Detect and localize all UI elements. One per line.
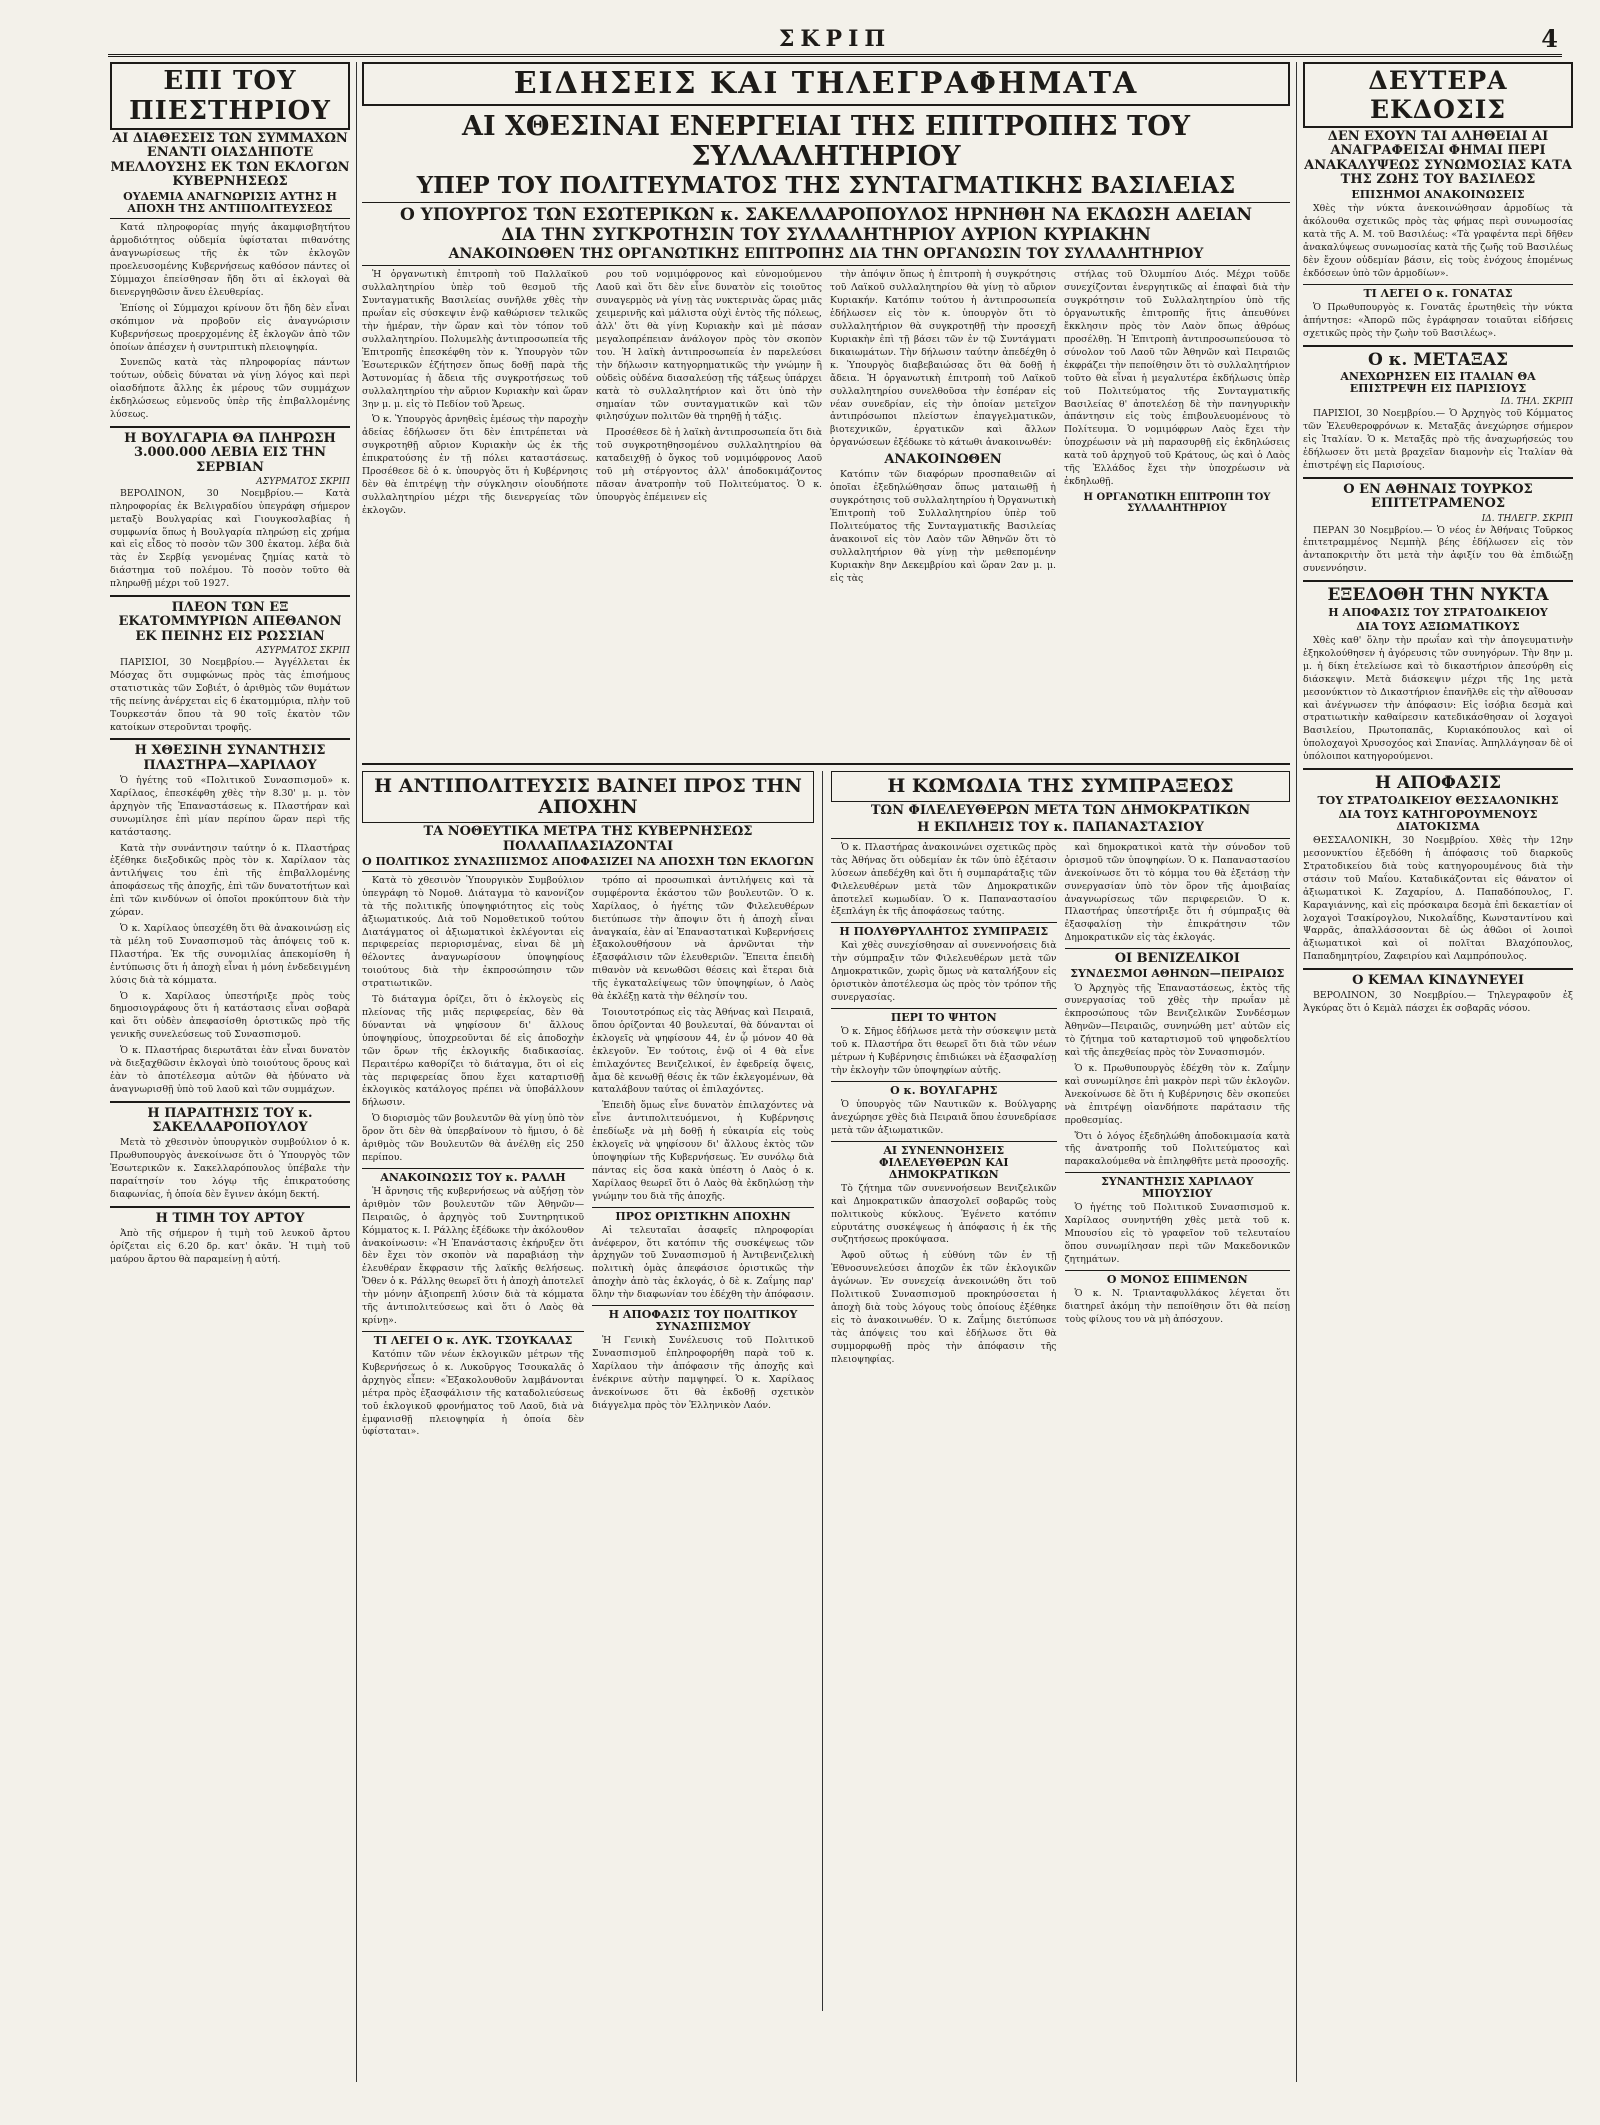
decision-sub2: ΔΙΑ ΤΟΥΣ ΚΑΤΗΓΟΡΟΥΜΕΝΟΥΣ ΔΙΑΤΟΚΙΣΜΑ — [1338, 807, 1538, 833]
turkish-envoy-text: ΠΕΡΑΝ 30 Νοεμβρίου.— Ὁ νέος ἐν Ἀθήναις Τοῦρκος ἐπιτετραμμένος Νεμπὴλ βέης ἐδήλωσεν εἰς τὸν ἀνταποκριτὴν ὅτι μετὰ τὴν ἀφιξίν του θὰ ἐπιδιώξῃ συνεννόησιν. — [1303, 524, 1573, 575]
second-edition-title: ΔΕΥΤΕΡΑ ΕΚΔΟΣΙΣ — [1303, 62, 1573, 128]
comedy-text: Ὁ κ. Πλαστήρας ἀνακοινώνει σχετικῶς πρὸς τὰς Ἀθήνας ὅτι οὐδεμίαν ἐκ τῶν ὑπὸ ἐξέτασιν λύσεων ἀπεδέχθη καὶ ὅτι ἡ συμπαράταξις τῶν Φιλελευθέρων μετὰ τῶν Δημοκρατικῶν ἀποτελεῖ κωμωδίαν. Ὁ κ. Παπαναστασίου ἐξεπλάγη ἐκ τῆς ἀποφάσεως ταύτης. — [831, 841, 1057, 918]
plastiras-text: Κατὰ τὴν συνάντησιν ταύτην ὁ κ. Πλαστήρας ἐξέθηκε διεξοδικῶς πρὸς τὸν κ. Χαρίλαον τὰς ἀντιλήψεις του ἐπὶ τῆς ἐπιβαλλομένης ἀποφάσεως τῆς ἀποχῆς, ἐπὶ τῶν δυνατοτήτων καὶ ἐπὶ τῶν κινδύνων οἱ ὁποῖοι προκύπτουν διὰ τὴν χώραν. — [110, 842, 350, 919]
conspiracy-headline: ΔΕΝ ΕΧΟΥΝ ΤΑΙ ΑΛΗΘΕΙΑΙ ΑΙ ΑΝΑΓΡΑΦΕΙΣΑΙ ΦΗΜΑΙ ΠΕΡΙ ΑΝΑΚΑΛΥΨΕΩΣ ΣΥΝΩΜΟΣΙΑΣ ΚΑΤΑ ΤΗΣ ΖΩΗΣ ΤΟΥ ΒΑΣΙΛΕΩΣ — [1304, 129, 1572, 187]
rally-text: Ὁ κ. Ὑπουργὸς ἀρνηθεὶς ἐμέσως τὴν παροχὴν ἀδείας ἐδήλωσεν ὅτι δὲν ἐπιτρέπεται νὰ συγκροτηθῇ αὔριον Κυριακὴν ὡς ἐκ τῆς ἐπικρατούσης ἐν τῇ πόλει καταστάσεως. Προσέθεσε δὲ ὁ κ. ὑπουργὸς ὅτι ἡ Κυβέρνησις δὲν θὰ ἐπιτρέψῃ τὴν σύγκλησιν οἱουδήποτε συλλαλητηρίου μέχρι τῆς διενεργείας τῶν ἐκλογῶν. — [362, 414, 588, 516]
venizelists-sub: ΣΥΝΔΕΣΜΟΙ ΑΘΗΝΩΝ—ΠΕΙΡΑΙΩΣ — [1070, 967, 1285, 981]
news-banner-text: ΕΙΔΗΣΕΙΣ ΚΑΙ ΤΗΛΕΓΡΑΦΗΜΑΤΑ — [513, 66, 1139, 101]
metaxas-text: ΠΑΡΙΣΙΟΙ, 30 Νοεμβρίου.— Ὁ Ἀρχηγὸς τοῦ Κόμματος τῶν Ἐλευθεροφρόνων κ. Μεταξᾶς ἀνεχώρησε σήμερον εἰς Ἰταλίαν. Ὁ κ. Μεταξᾶς πρὸ τῆς ἀναχωρήσεώς του ἐδήλωσεν ὅτι μετὰ βραχεῖαν διαμονὴν εἰς Ἰταλίαν θὰ ἐπιστρέψῃ εἰς Παρισίους. — [1303, 408, 1573, 472]
venizelists-text: Ὅτι ὁ λόγος ἐξεδηλώθη ἀποδοκιμασία κατὰ τῆς ἀνατροπῆς τοῦ Πολιτεύματος καὶ παρακαλούμεθα νὰ ἐπιληφθῆτε μετὰ προσοχῆς. — [1064, 1130, 1290, 1168]
deck-line: ΑΝΑΚΟΙΝΩΘΕΝ ΤΗΣ ΟΡΓΑΝΩΤΙΚΗΣ ΕΠΙΤΡΟΠΗΣ ΔΙΑ ΤΗΝ ΟΡΓΑΝΩΣΙΝ ΤΟΥ ΣΥΛΛΑΛΗΤΗΡΙΟΥ — [448, 246, 1204, 263]
rally-text: ρου τοῦ νομιμόφρονος καὶ εὐνομούμενου Λαοῦ καὶ ὅτι δὲν εἶνε δυνατὸν εἰς τοιοῦτος συναγερμὸς νὰ γίνῃ τὰς νυκτερινὰς ὥρας μιᾶς χειμερινῆς καὶ μάλιστα οὐχὶ ἐντὸς τῆς πόλεως, ἀλλ' ὅτι θὰ γίνῃ Κυριακὴν καὶ μὲ πάσαν μεγαλοπρέπειαν ἀνάλογον πρὸς τὸν σκοπὸν του. Ἡ λαϊκὴ ἀντιπροσωπεία ἐν παρελεύσει τὴν δήλωσιν κατηγορηματικῶς τὴν γνώμην ἢ οὐδεὶς οὐδένα διασαλεύσῃ τῆς τάξεως ὑπάρχει κατὰ τὸ συλλαλητήριον καὶ ὅτι ὑπὸ τὴν σημαίαν τῶν συνταγματικῶν καὶ τῶν φιλησύχων πολιτῶν θὰ τηρηθῇ ἡ τάξις. — [596, 269, 822, 423]
talks-text: Ἀφοῦ οὕτως ἡ εὐθύνη τῶν ἐν τῇ Ἐθνοσυνελεύσει ἀποχῶν ἐκ τῶν ἐκλογικῶν ἀγώνων. Ἐν συνεχείᾳ ἀνεκοινώθη ὅτι τοῦ Πολιτικοῦ Συνασπισμοῦ προκηρύσσεται ἡ ἀποχὴ διὰ τοὺς λόγους τοὺς ὁποίους ἐξέθηκε εἰς τὸ ἀνακοινωθέν. Ὁ κ. Ζαΐμης διετύπωσε τὰς ἀπόψεις του καὶ ἐδήλωσε ὅτι θὰ συμμορφωθῇ πρὸς τὴν ἀπόφασιν τῆς πλειοψηφίας. — [831, 1250, 1057, 1365]
resignation-headline: Η ΠΑΡΑΙΤΗΣΙΣ ΤΟΥ κ. ΣΑΚΕΛΛΑΡΟΠΟΥΛΟΥ — [147, 1105, 313, 1136]
russia-headline: ΠΛΕΟΝ ΤΩΝ ΕΞ ΕΚΑΤΟΜΜΥΡΙΩΝ ΑΠΕΘΑΝΟΝ ΕΚ ΠΕΙΝΗΣ ΕΙΣ ΡΩΣΣΙΑΝ — [118, 600, 342, 644]
metaxas-sub: ΑΝΕΧΩΡΗΣΕΝ ΕΙΣ ΙΤΑΛΙΑΝ ΘΑ ΕΠΙΣΤΡΕΨΗ ΕΙΣ ΠΑΡΙΣΙΟΥΣ — [1340, 370, 1536, 396]
main-headline-2: ΥΠΕΡ ΤΟΥ ΠΟΛΙΤΕΥΜΑΤΟΣ ΤΗΣ ΣΥΝΤΑΓΜΑΤΙΚΗΣ ΒΑΣΙΛΕΙΑΣ — [416, 172, 1236, 200]
opposition-text: Τὸ διάταγμα ὁρίζει, ὅτι ὁ ἐκλογεὺς εἰς πλείονας τῆς μιᾶς περιφερείας, δὲν θὰ δύνανται νὰ ψηφίσουν δι' ἄλλους ὑποψηφίους, ὑποχρεοῦνται δέ εἰς ἀποδοχὴν τῶν ὅρων τῆς ἐκλογικῆς διαδικασίας. Περαιτέρω καθορίζει τὸ διάταγμα, ὅτι οἱ εἰς τὰς περιφερείας ὅπου ἔχει καταρτισθῇ ἐκλογικὸς κατάλογος πρέπει νὰ ὑποβάλλουν δήλωσιν. — [362, 994, 584, 1109]
metaxas-headline: Ο κ. ΜΕΤΑΞΑΣ — [1367, 349, 1509, 370]
bread-price-headline: Η ΤΙΜΗ ΤΟΥ ΑΡΤΟΥ — [155, 1210, 305, 1226]
rallis-headline: ΑΝΑΚΟΙΝΩΣΙΣ ΤΟΥ κ. ΡΑΛΛΗ — [380, 1170, 566, 1184]
opposition-text: Κατὰ τὸ χθεσινὸν Ὑπουργικὸν Συμβούλιον ὑπεγράφη τὸ Νομοθ. Διάταγμα τὸ κανονίζον τὰ τῆς πολιτικῆς ὑποψηφιότητος εἰς τοὺς ἀξιωματικούς. Διὰ τοῦ Νομοθετικοῦ τούτου Διατάγματος οἱ ἀξιωματικοὶ ἐκλέγονται εἰς περιφερείας περιορισμένας, εἰναι δὲ μὴ θέλοντες ἀναγνωρίσουν ὑποψηφίους τοιούτους διὰ τὴν ἐκπροσώπησιν τῶν στρατιωτικῶν. — [362, 874, 584, 990]
abstention-text: Αἱ τελευταῖαι ἀσαφεῖς πληροφορίαι ἀνέφερον, ὅτι κατόπιν τῆς συσκέψεως τῶν ἀρχηγῶν τοῦ Συνασπισμοῦ ἡ Ἀντιβενιζελικὴ πολιτικὴ ὁμὰς ἀπεφάσισε ὁριστικῶς τὴν ἀποχὴν ἀπὸ τὰς ἐκλογάς, ὁ δὲ κ. Ζαΐμης παρ' ὅλην τὴν διαφωνίαν του ἐδέχθη τὴν ἀπόφασιν. — [592, 1224, 814, 1301]
gonatas-headline: ΤΙ ΛΕΓΕΙ Ο κ. ΓΟΝΑΤΑΣ — [1363, 286, 1513, 300]
cooperation-headline: Η ΠΟΛΥΘΡΥΛΛΗΤΟΣ ΣΥΜΠΡΑΞΙΣ — [839, 925, 1049, 939]
opposition-text: Ἐπειδὴ ὅμως εἶνε δυνατὸν ἐπιλαχόντες νὰ εἶνε ἀντιπολιτευόμενοι, ἡ Κυβέρνησις ἐπεδίωξε νὰ μὴ δοθῇ ἡ εὐκαιρία εἰς τοὺς ἐκλογεῖς νὰ ψηφίσουν δι' ἄλλους ἐκτὸς τῶν ὑποψηφίων τῆς Κυβερνήσεως. Ἐν συνόλῳ διὰ πάντας εἰς ὅσα κακὰ ὑπέστη ὁ Λαὸς ὁ κ. Χαρίλαος θεωρεῖ ὅτι ὁ Λαὸς θὰ ἐκδηλώσῃ τὴν γνώμην του διὰ τῆς ἀποχῆς. — [592, 1100, 814, 1202]
opposition-article — [362, 771, 823, 2011]
opposition-sub: ΤΑ ΝΟΘΕΥΤΙΚΑ ΜΕΤΡΑ ΤΗΣ ΚΥΒΕΡΝΗΣΕΩΣ ΠΟΛΛΑΠΛΑΣΙΑΖΟΝΤΑΙ — [423, 824, 753, 854]
left-title: ΕΠΙ ΤΟΥ ΠΙΕΣΤΗΡΙΟΥ — [110, 62, 350, 130]
comedy-article — [831, 771, 1290, 2011]
opposition-sub2: Ο ΠΟΛΙΤΙΚΟΣ ΣΥΝΑΣΠΙΣΜΟΣ ΑΠΟΦΑΣΙΖΕΙ ΝΑ ΑΠΟΣΧΗ ΤΩΝ ΕΚΛΟΓΩΝ — [362, 854, 814, 868]
opposition-text: Τοιουτοτρόπως εἰς τὰς Ἀθήνας καὶ Πειραιᾶ, ὅπου ὁρίζονται 40 βουλευταί, θὰ δύνανται οἱ ἐκλογεῖς νὰ ψηφίσουν 44, ἐν ᾧ μόνον 40 θὰ ἐκλεγοῦν. Ἐν τούτοις, ἐνῷ οἱ 4 θὰ εἶνε ἐπιλαχόντες Βενιζελικοί, ἐν ἐφεδρείᾳ ὄψεις, ἄμα δὲ κενωθῇ θέσις ἐκ τῶν ἐκλεγομένων, θὰ καταλάβουν ταύτας οἱ ἐπιλαχόντες. — [592, 1006, 814, 1096]
dateline: ΙΔ. ΤΗΛΕΓΡ. ΣΚΡΙΠ — [1481, 513, 1573, 524]
official-announcements: ΕΠΙΣΗΜΟΙ ΑΝΑΚΟΙΝΩΣΕΙΣ — [1351, 188, 1525, 202]
tsoukalas-text: Κατόπιν τῶν νέων ἐκλογικῶν μέτρων τῆς Κυβερνήσεως ὁ κ. Λυκοῦργος Τσουκαλᾶς ὁ ἀρχηγὸς εἶπεν: «Ἐξακολουθοῦν λαμβάνονται μέτρα πρὸς ἐξασφάλισιν τῆς καταδολιεύσεως τοῦ ἐκλογικοῦ φρονήματος τοῦ Λαοῦ, διὰ νὰ ἐμφανισθῇ πλειοψηφία ἡ ὁποία δὲν ὑφίσταται». — [362, 1349, 584, 1438]
kemal-text: ΒΕΡΟΛΙΝΟΝ, 30 Νοεμβρίου.— Τηλεγραφοῦν ἐξ Ἀγκύρας ὅτι ὁ Κεμὰλ πάσχει ἐκ σοβαρᾶς νόσου. — [1303, 990, 1573, 1015]
comedy-sub: ΤΩΝ ΦΙΛΕΛΕΥΘΕΡΩΝ ΜΕΤΑ ΤΩΝ ΔΗΜΟΚΡΑΤΙΚΩΝ — [870, 803, 1251, 819]
meeting-text: Ὁ ἡγέτης τοῦ Πολιτικοῦ Συνασπισμοῦ κ. Χαρίλαος συνηντήθη χθὲς μετὰ τοῦ κ. Μπουσίου εἰς τὸ γραφεῖον τοῦ τελευταίου ὅπου συνωμίλησαν περὶ τῶν Μακεδονικῶν ζητημάτων. — [1064, 1202, 1290, 1266]
coalition-decision-headline: Η ΑΠΟΦΑΣΙΣ ΤΟΥ ΠΟΛΙΤΙΚΟΥ ΣΥΝΑΣΠΙΣΜΟΥ — [608, 1308, 798, 1334]
verdict-text: Χθὲς καθ' ὅλην τὴν πρωΐαν καὶ τὴν ἀπογευματινὴν ἐξηκολούθησεν ἡ ἀγόρευσις τῶν συνηγόρων. Τὴν 8ην μ. μ. ἡ δίκη ἐτελείωσε καὶ τὸ δικαστήριον ἀπεσύρθη εἰς διάσκεψιν. Μετὰ διάσκεψιν μέχρι τῆς 1ης μετὰ μεσονύκτιον τὸ Δικαστήριον ἐπανῆλθε εἰς τὴν αἴθουσαν καὶ ἀνέγνωσεν τὴν ἀπόφασιν: Εἰς ἰσόβια δεσμὰ καὶ στρατιωτικὴν καθαίρεσιν κατεδικάσθησαν οἱ λοχαγοὶ Βασιλείου, Πρωτοπαπᾶς, Κυριακόπουλος καὶ οἱ ὑπολοχαγοὶ Χρυσοχόος καὶ Σπανίας. Ἀπηλλάγησαν δὲ οἱ ὑπόλοιποι κατηγορούμενοι. — [1303, 635, 1573, 763]
decision-text: ΘΕΣΣΑΛΟΝΙΚΗ, 30 Νοεμβρίου. Χθὲς τὴν 12ην μεσονυκτίου ἐξεδόθη ἡ ἀπόφασις τοῦ διαρκοῦς Στρατοδικείου διὰ τοὺς κατηγορουμένους διὰ τὴν στάσιν τοῦ Μαΐου. Καταδικάζονται εἰς θάνατον οἱ ἀξιωματικοὶ Κ. Ζαχαρίου, Δ. Παπαδόπουλος, Γ. Καραγιάννης, καὶ εἰς πρόσκαιρα δεσμὰ ἐπὶ δεκαετίαν οἱ λοχαγοὶ Τσακίρογλου, Νικολαΐδης, Κωνσταντίνου καὶ Ψαρρᾶς, ἀπαλλάσσονται δὲ ὡς ἀθῶοι οἱ λοιποὶ ἀξιωματικοὶ καὶ οἱ πολῖται Βλαχόπουλος, Παπαδημητρίου, Ζαφειρίου καὶ Λαμπρόπουλος. — [1303, 835, 1573, 963]
psito-headline: ΠΕΡΙ ΤΟ ΨΗΤΟΝ — [890, 1010, 997, 1024]
plastiras-text: Ὁ κ. Πλαστήρας διερωτᾶται ἐὰν εἶναι δυνατὸν νὰ διεξαχθῶσιν ἐκλογαὶ ὑπὸ τοιούτους ὅρους καὶ ἐὰν τὸ ἀποτέλεσμα αὐτῶν θὰ ἠδύνατο νὰ ἀναγνωρισθῇ ὑπὸ τοῦ λαοῦ καὶ τῶν συμμάχων. — [110, 1045, 350, 1095]
conspiracy-text: Χθὲς τὴν νύκτα ἀνεκοινώθησαν ἀρμοδίως τὰ ἀκόλουθα σχετικῶς πρὸς τὰς φήμας περὶ συνωμοσίας κατὰ τῆς Α. Μ. τοῦ Βασιλέως: «Τὰ γραφέντα περὶ δῆθεν ἀνακαλύψεως συνωμοσίας κατὰ τῆς ζωῆς τοῦ Βασιλέως δὲν ἔχουν οὐδεμίαν βάσιν, εἰς τοὺς ἐνόχους ἑπομένως ἐκδόσεων ὑπὸ τῶν ἀρμοδίων». — [1303, 203, 1573, 279]
meeting-headline: ΣΥΝΑΝΤΗΣΙΣ ΧΑΡΙΛΑΟΥ ΜΠΟΥΣΙΟΥ — [1101, 1175, 1254, 1201]
resignation-text: Μετὰ τὸ χθεσινὸν ὑπουργικὸν συμβούλιον ὁ κ. Πρωθυπουργὸς ἀνεκοίνωσε ὅτι ὁ Ὑπουργὸς τῶν Ἐσωτερικῶν κ. Σακελλαρόπουλος ὑπέβαλε τὴν παραίτησίν του λόγῳ τῆς ἐπικρατούσης διαφωνίας, ἡ ὁποία δὲν ἔγινεν ἀκόμη δεκτή. — [110, 1137, 350, 1200]
bread-price-text: Ἀπὸ τῆς σήμερον ἡ τιμὴ τοῦ λευκοῦ ἄρτου ὁρίζεται εἰς 6.20 δρ. κατ' ὀκᾶν. Ἡ τιμὴ τοῦ μαύρου ἄρτου θὰ παραμείνῃ ἡ αὐτή. — [110, 1228, 350, 1266]
page-number: 4 — [1541, 24, 1558, 53]
dateline: ΑΣΥΡΜΑΤΟΣ ΣΚΡΙΠ — [256, 646, 350, 656]
left-paragraph: Ἐπίσης οἱ Σύμμαχοι κρίνουν ὅτι ἤδη δὲν εἶναι σκόπιμον νὰ προβοῦν εἰς ἀναγνώρισιν Κυβερνήσεως προερχομένης ἐξ ἐκλογῶν ἀπὸ τῶν ὁποίων ἀπέσχεν ἡ συντριπτικὴ πλειοψηφία. — [110, 302, 350, 353]
comedy-text: καὶ δημοκρατικοὶ κατὰ τὴν σύνοδον τοῦ ὁρισμοῦ τῶν ὑποψηφίων. Ὁ κ. Παπαναστασίου ἀνεκοίνωσε ὅτι τὸ κόμμα του θὰ ἐξετάσῃ τὴν συνεργασίαν ὑπὸ τὸν ὅρον τῆς ἀμοιβαίας ἀναγνωρίσεως τῶν περιφερειῶν. Ὁ κ. Πλαστήρας ὑπεστήριξε ὅτι ἡ σύμπραξις θὰ ἐξασφαλίσῃ τὴν ἐπικράτησιν τῶν Δημοκρατικῶν εἰς τὰς ἐκλογάς. — [1064, 841, 1290, 944]
comedy-headline: Η ΚΩΜΩΔΙΑ ΤΗΣ ΣΥΜΠΡΑΞΕΩΣ — [887, 775, 1234, 798]
rally-text: Ἡ ὀργανωτικὴ ἐπιτροπὴ τοῦ Παλλαϊκοῦ συλλαλητηρίου ὑπὲρ τοῦ θεσμοῦ τῆς Συνταγματικῆς Βασιλείας συνῆλθε χθὲς τὴν πρωΐαν εἰς σύσκεψιν ἐνῷ καθώρισεν τελικῶς τὴν ἡμέραν, τὴν ὥραν καὶ τὸν τόπον τοῦ συλλαλητηρίου. Πολυμελὴς ἀντιπροσωπεία τῆς Ἐπιτροπῆς ἐπεσκέφθη τὸν κ. Ὑπουργὸν τῶν Ἐσωτερικῶν ἐζήτησεν ὅπως δοθῇ παρὰ τῆς Ἀστυνομίας ἡ ἄδεια τῆς συγκροτήσεως τοῦ συλλαλητηρίου τὴν αὔριον Κυριακὴν καὶ ὥραν 3ην μ. μ. εἰς τὸ Πεδίον τοῦ Ἄρεως. — [362, 269, 588, 410]
rally-article — [362, 269, 1290, 759]
venizelists-headline: ΟΙ ΒΕΝΙΖΕΛΙΚΟΙ — [1114, 951, 1240, 967]
plastiras-text: Ὁ κ. Χαρίλαος ὑπεσχέθη ὅτι θὰ ἀνακοινώσῃ εἰς τὰ μέλη τοῦ Συνασπισμοῦ τὰς ἀπόψεις τοῦ κ. Πλαστήρα. Ἐκ τῆς συνομιλίας ἀπεκομίσθη ἡ ἐντύπωσις ὅτι ἡ ἀποχὴ εἶναι ἡ μόνη ἐνδεδειγμένη λύσις διὰ τὰ κόμματα. — [110, 923, 350, 986]
rallis-text: Ἡ ἄρνησις τῆς κυβερνήσεως νὰ αὐξήσῃ τὸν ἀριθμὸν τῶν βουλευτῶν τῶν Ἀθηνῶν—Πειραιῶς, ὁ ἀρχηγὸς τοῦ Συντηρητικοῦ Κόμματος κ. Ι. Ράλλης ἐξέδωκε τὴν ἀκόλουθον ἀνακοίνωσιν: «Ἡ Ἐπανάστασις ἐκήρυξεν ὅτι δὲν ἔχει τὸν σκοπὸν νὰ παραβιάσῃ τὴν ἐλευθέραν ἔκφρασιν τῆς λαϊκῆς θελήσεως. Ὅθεν ὁ κ. Ράλλης θεωρεῖ ὅτι ἡ ἀποχὴ ἀποτελεῖ τὴν μόνην ἀξιοπρεπῆ λύσιν διὰ τὰ κόμματα τῆς ἀντιπολιτεύσεως καὶ ὅτι ὁ Λαὸς θὰ κρίνῃ». — [362, 1185, 584, 1326]
comedy-sub2: Η ΕΚΠΛΗΞΙΣ ΤΟΥ κ. ΠΑΠΑΝΑΣΤΑΣΙΟΥ — [917, 819, 1204, 835]
cooperation-text: Καὶ χθὲς συνεχίσθησαν αἱ συνεννοήσεις διὰ τὴν σύμπραξιν τῶν Φιλελευθέρων μετὰ τῶν Δημοκρατικῶν, χωρὶς ὅμως νὰ καταλήξουν εἰς ὁριστικὸν ἀποτέλεσμα ὡς πρὸς τὸν τρόπον τῆς συνεργασίας. — [831, 940, 1057, 1004]
venizelists-text: Ὁ Ἀρχηγὸς τῆς Ἐπαναστάσεως, ἐκτὸς τῆς συνεργασίας τοῦ χθὲς τὴν πρωΐαν μὲ ἐκπροσώπους τῶν Βενιζελικῶν Συνδέσμων Ἀθηνῶν—Πειραιῶς, συνηνώθη μετ' αὐτῶν εἰς τὸ ζήτημα τοῦ καταρτισμοῦ τοῦ ψηφοδελτίου καὶ τῆς ἀπεχθείας πρὸς τὸν Συνασπισμόν. — [1064, 982, 1290, 1059]
voulgaris-headline: Ο κ. ΒΟΥΛΓΑΡΗΣ — [890, 1083, 998, 1097]
verdict-sub2: ΔΙΑ ΤΟΥΣ ΑΞΙΩΜΑΤΙΚΟΥΣ — [1356, 619, 1520, 633]
bulgaria-text: ΒΕΡΟΛΙΝΟΝ, 30 Νοεμβρίου.— Κατὰ πληροφορίας ἐκ Βελιγραδίου ὑπεγράφη σήμερον μεταξὺ Βουλγαρίας καὶ Γιουγκοσλαβίας ἡ συμφωνία ὅπως ἡ Βουλγαρία πληρώσῃ εἰς χρήμα καὶ εἰς εἶδος τὸ ποσὸν τῶν 300 ἑκατομ. λέβα διὰ τὰς ἐν Σερβίᾳ γενομένας ζημίας κατὰ τὸ διάστημα τοῦ πολέμου. Τὸ ποσὸν τοῦτο θὰ πληρωθῇ μέχρι τοῦ 1927. — [110, 487, 350, 590]
newspaper-name: ΣΚΡΙΠ — [778, 26, 892, 52]
opposition-headline: Η ΑΝΤΙΠΟΛΙΤΕΥΣΙΣ ΒΑΙΝΕΙ ΠΡΟΣ ΤΗΝ ΑΠΟΧΗΝ — [374, 775, 802, 819]
bulgaria-headline: Η ΒΟΥΛΓΑΡΙΑ ΘΑ ΠΛΗΡΩΣΗ 3.000.000 ΛΕΒΙΑ ΕΙΣ ΤΗΝ ΣΕΡΒΙΑΝ — [124, 430, 336, 475]
left-sub1: ΑΙ ΔΙΑΘΕΣΕΙΣ ΤΩΝ ΣΥΜΜΑΧΩΝ ΕΝΑΝΤΙ ΟΙΑΣΔΗΠΟΤΕ ΜΕΛΛΟΥΣΗΣ ΕΚ ΤΩΝ ΕΚΛΟΓΩΝ ΚΥΒΕΡΝΗΣΕΩΣ — [110, 131, 350, 189]
left-column — [110, 62, 357, 2082]
only-insisting-headline: Ο ΜΟΝΟΣ ΕΠΙΜΕΝΩΝ — [1106, 1272, 1248, 1286]
lower-center — [362, 771, 1290, 2011]
only-insisting-text: Ὁ κ. Ν. Τριανταφυλλάκος λέγεται ὅτι διατηρεῖ ἀκόμη τὴν πεποίθησιν ὅτι θὰ πείσῃ τοὺς φίλους του νὰ μὴ ἀπόσχουν. — [1064, 1288, 1290, 1325]
decision-sub: ΤΟΥ ΣΤΡΑΤΟΔΙΚΕΙΟΥ ΘΕΣΣΑΛΟΝΙΚΗΣ — [1317, 793, 1559, 807]
left-sub2: ΟΥΔΕΜΙΑ ΑΝΑΓΝΩΡΙΣΙΣ ΑΥΤΗΣ Η ΑΠΟΧΗ ΤΗΣ ΑΝΤΙΠΟΛΙΤΕΥΣΕΩΣ — [123, 190, 337, 216]
talks-text: Τὸ ζήτημα τῶν συνεννοήσεων Βενιζελικῶν καὶ Δημοκρατικῶν ἀπασχολεῖ σοβαρῶς τοὺς πολιτικοὺς κύκλους. Ἐγένετο κατόπιν εὐρυτάτης συσκέψεως ἡ ἀπόφασις ἡ ἐκ τῆς συζητήσεως προκύψασα. — [831, 1182, 1057, 1246]
committee-signature: Η ΟΡΓΑΝΩΤΙΚΗ ΕΠΙΤΡΟΠΗ ΤΟΥ ΣΥΛΛΑΛΗΤΗΡΙΟΥ — [1083, 491, 1271, 514]
left-paragraph: Συνεπῶς κατὰ τὰς πληροφορίας πάντων τούτων, οὐδεὶς δύναται νὰ γίνῃ λόγος καὶ περὶ οἰασδήποτε ἄλλης ἐκ μέρους τῶν συμμάχων ἐκδηλώσεως εὐμενοῦς ὑπὲρ τῆς ἐπιβαλλομένης λύσεως. — [110, 357, 350, 421]
plastiras-headline: Η ΧΘΕΣΙΝΗ ΣΥΝΑΝΤΗΣΙΣ ΠΛΑΣΤΗΡΑ—ΧΑΡΙΛΑΟΥ — [134, 743, 326, 773]
kemal-headline: Ο ΚΕΜΑΛ ΚΙΝΔΥΝΕΥΕΙ — [1352, 973, 1524, 989]
gonatas-text: Ὁ Πρωθυπουργὸς κ. Γονατᾶς ἐρωτηθεὶς τὴν νύκτα ἀπήντησε: «Ἀπορῶ πῶς ἐγράφησαν τοιαῦται εἰδήσεις σχετικῶς πρὸς τὴν ζωὴν τοῦ Βασιλέως». — [1303, 301, 1573, 339]
turkish-envoy-headline: Ο ΕΝ ΑΘΗΝΑΙΣ ΤΟΥΡΚΟΣ ΕΠΙΤΕΤΡΑΜΕΝΟΣ — [1343, 481, 1533, 512]
venizelists-text: Ὁ κ. Πρωθυπουργὸς ἐδέχθη τὸν κ. Ζαΐμην καὶ συνωμίλησε ἐπὶ μακρὸν περὶ τῶν ἐκλογῶν. Ἀνεκοίνωσε δὲ ὅτι ἡ Κυβέρνησις δὲν σκοπεύει νὰ ἐπιτρέψῃ οἱανδήποτε παράτασιν τῆς προθεσμίας. — [1064, 1063, 1290, 1126]
announcement-headline: ΑΝΑΚΟΙΝΩΘΕΝ — [884, 452, 1002, 468]
abstention-headline: ΠΡΟΣ ΟΡΙΣΤΙΚΗΝ ΑΠΟΧΗΝ — [615, 1209, 791, 1223]
deck-line: ΔΙΑ ΤΗΝ ΣΥΓΚΡΟΤΗΣΙΝ ΤΟΥ ΣΥΛΛΑΛΗΤΗΡΙΟΥ ΑΥΡΙΟΝ ΚΥΡΙΑΚΗΝ — [501, 225, 1151, 246]
dateline: ΙΔ. ΤΗΛ. ΣΚΡΙΠ — [1500, 397, 1573, 408]
coalition-decision-text: Ἡ Γενικὴ Συνέλευσις τοῦ Πολιτικοῦ Συνασπισμοῦ ἐπληροφορήθη παρὰ τοῦ κ. Χαρίλαου τὴν ἀπόφασιν τῆς ἀποχῆς καὶ ἐνέκρινε αὐτὴν παμψηφεί. Ὁ κ. Χαρίλαος ἀνεκοίνωσε ὅτι θὰ ἐκδοθῇ σχετικὸν διάγγελμα πρὸς τὸν Ἑλληνικὸν Λαόν. — [592, 1335, 814, 1411]
rally-text: στήλας τοῦ Ὀλυμπίου Διός. Μέχρι τοῦδε συνεχίζονται ἐνεργητικῶς αἱ ἐπαφαὶ διὰ τὴν συγκρότησιν τοῦ Συλλαλητηρίου ὑπὸ τῆς ὀργανωτικῆς ἐπιτροπῆς ἥτις ἀπευθύνει ἔκκλησιν πρὸς τὸν Λαὸν ὅπως ἀθρόως προσέλθῃ. Ἡ Ἐπιτροπὴ ἀντιπροσωπεύουσα τὸ σύνολον τοῦ Λαοῦ τῶν Ἀθηνῶν καὶ Πειραιῶς ἐκφράζει τὴν πεποίθησιν ὅτι τὸ συλλαλητήριον τοῦτο θὰ εἶναι ἡ μεγαλυτέρα ἐκδήλωσις ὑπὲρ τοῦ Πολιτεύματος τῆς Συνταγματικῆς Βασιλείας θ' ἀποτελέσῃ δὲ τὴν πανηγυρικὴν ἀπάντησιν εἰς τοὺς ἐπιβουλευομένους τὸ Πολίτευμα. Ὁ νομιμόφρων Λαὸς ἔχει τὴν ὑποχρέωσιν νὰ μὴ παρασυρθῇ εἰς ἐκδηλώσεις κατὰ τοῦ ἀρχηγοῦ τοῦ Κράτους, ὡς καὶ ὁ Λαὸς τῆς Ἑλλάδος ἔχει τὴν ὑποχρέωσιν νὰ ἐκδηλωθῇ. — [1064, 269, 1290, 487]
opposition-text: Ὁ διορισμὸς τῶν βουλευτῶν θὰ γίνῃ ὑπὸ τὸν ὅρον ὅτι δὲν θὰ ὑπερβαίνουν τὸ ἥμισυ, ὁ δὲ ἀριθμὸς τῶν Βουλευτῶν θὰ ἀνέλθῃ εἰς 250 περίπου. — [362, 1113, 584, 1163]
psito-text: Ὁ κ. Σῆμος ἐδήλωσε μετὰ τὴν σύσκεψιν μετὰ τοῦ κ. Πλαστήρα ὅτι θεωρεῖ ὅτι διὰ τῶν νέων μέτρων ἡ Κυβέρνησις ἐπιδιώκει νὰ ἐξασφαλίσῃ τὴν ἐκλογὴν τῶν ὑποψηφίων αὐτῆς. — [831, 1026, 1057, 1076]
plastiras-text: Ὁ ἡγέτης τοῦ «Πολιτικοῦ Συνασπισμοῦ» κ. Χαρίλαος, ἐπεσκέφθη χθὲς τὴν 8.30' μ. μ. τὸν ἀρχηγὸν τῆς Ἐπαναστάσεως κ. Πλαστήραν καὶ συνωμίλησε ἐπὶ μίαν περίπου ὥραν περὶ τῆς κατάστασης. — [110, 775, 350, 838]
right-column — [1296, 62, 1573, 2082]
main-headline: ΑΙ ΧΘΕΣΙΝΑΙ ΕΝΕΡΓΕΙΑΙ ΤΗΣ ΕΠΙΤΡΟΠΗΣ ΤΟΥ ΣΥΛΛΑΛΗΤΗΡΙΟΥ — [462, 111, 1190, 172]
tsoukalas-headline: ΤΙ ΛΕΓΕΙ Ο κ. ΛΥΚ. ΤΣΟΥΚΑΛΑΣ — [373, 1333, 573, 1347]
center-section — [362, 62, 1290, 2082]
announcement-text: Κατόπιν τῶν διαφόρων προσπαθειῶν αἱ ὁποῖαι ἐξεδηλώθησαν ὅπως ματαιωθῇ ἡ συγκρότησις τοῦ συλλαλητηρίου ἡ Ὀργανωτικὴ Ἐπιτροπὴ τοῦ Συλλαλητηρίου ὑπὲρ τοῦ Πολιτεύματος τῆς Συνταγματικῆς Βασιλείας ἀνακοινοῖ εἰς τὸν Λαὸν τῶν Ἀθηνῶν ὅτι τὸ συλλαλητήριον θὰ γίνῃ τὴν μεθεπομένην Κυριακὴν 8ην Δεκεμβρίου καὶ ὥραν 2αν μ. μ. εἰς τὰς — [830, 469, 1056, 584]
decision-headline: Η ΑΠΟΦΑΣΙΣ — [1374, 773, 1502, 794]
rally-text: Προσέθεσε δὲ ἡ λαϊκὴ ἀντιπροσωπεία ὅτι διὰ τοῦ συγκροτηθησομένου συλλαλητηρίου θὰ καταδειχθῇ ὁ ὄγκος τοῦ νομιμόφρονος Λαοῦ τοῦ μὴ στέργοντος ἀλλ' ἀποδοκιμάζοντος πᾶσαν ἀνατροπὴν τοῦ Πολιτεύματος. Ὁ κ. ὑπουργὸς ἐπέμεινεν εἰς — [596, 427, 822, 503]
plastiras-text: Ὁ κ. Χαρίλαος ὑπεστήριξε πρὸς τοὺς δημοσιογράφους ὅτι ἡ κατάστασις εἶναι σοβαρὰ καὶ ὅτι οὐδὲν ἀπεφασίσθη ὁριστικῶς πρὸ τῆς γενικῆς συνελεύσεως τοῦ Συνασπισμοῦ. — [110, 990, 350, 1041]
masthead — [108, 24, 1562, 57]
verdict-sub: Η ΑΠΟΦΑΣΙΣ ΤΟΥ ΣΤΡΑΤΟΔΙΚΕΙΟΥ — [1328, 605, 1548, 619]
verdict-headline: ΕΞΕΔΟΘΗ ΤΗΝ ΝΥΚΤΑ — [1327, 585, 1549, 606]
russia-text: ΠΑΡΙΣΙΟΙ, 30 Νοεμβρίου.— Ἀγγέλλεται ἐκ Μόσχας ὅτι συμφώνως πρὸς τὰς ἐπισήμους στατιστικὰς τῶν Σοβιέτ, ὁ ἀριθμὸς τῶν θυμάτων τῆς πείνης ἀνέρχεται εἰς 6 ἑκατομμύρια, πλὴν τοῦ Τουρκεστάν ὅπου τὰ 90 τοῖς ἑκατὸν τῶν κατοίκων στεροῦνται τροφῆς. — [110, 657, 350, 733]
opposition-text: τρόπο αἱ προσωπικαὶ ἀντιλήψεις καὶ τὰ συμφέροντα ἑκάστου τῶν βουλευτῶν. Ὁ κ. Χαρίλαος, ὁ ἡγέτης τῶν Φιλελευθέρων διετύπωσε τὴν ἄποψιν ὅτι ἡ ἀποχὴ εἶναι ἀναγκαία, ἐὰν αἱ Ἐπαναστατικαὶ Κυβερνήσεις ἐξακολουθήσουν νὰ ἀρνῶνται τὴν ἐξασφάλισιν τῶν ἐλευθεριῶν. Ἔπειτα ἐπειδὴ πιθανὸν νὰ κενωθῶσι θέσεις καὶ ἕτεραι διὰ τῆς ἐγκαταλείψεως τῶν ὑποψηφίων, ὁ Λαὸς θὰ ἐκλέξῃ κατὰ τὴν θέλησίν του. — [592, 874, 814, 1003]
dateline: ΑΣΥΡΜΑΤΟΣ ΣΚΡΙΠ — [256, 476, 350, 487]
deck-line: Ο ΥΠΟΥΡΓΟΣ ΤΩΝ ΕΣΩΤΕΡΙΚΩΝ κ. ΣΑΚΕΛΛΑΡΟΠΟΥΛΟΣ ΗΡΝΗΘΗ ΝΑ ΕΚΔΩΣΗ ΑΔΕΙΑΝ — [399, 204, 1253, 225]
left-paragraph: Κατά πληροφορίας πηγής ἀκαμφισβητήτου ἀρμοδιότητος οὐδεμία ὑφίσταται πιθανότης ἀναγνωρίσεως τῆς ἐκ τῶν ἐκλογῶν προελευσομένης Κυβερνήσεως καθόσον πάντες οἱ Σύμμαχοι ἐπείσθησαν ἤδη ὅτι αἱ ἐκλογαὶ θὰ διενεργηθῶσιν ἄνευ ἐλευθερίας. — [110, 222, 350, 298]
news-banner — [362, 62, 1290, 106]
voulgaris-text: Ὁ ὑπουργὸς τῶν Ναυτικῶν κ. Βούλγαρης ἀνεχώρησε χθὲς διὰ Πειραιᾶ ὅπου ἐσυνεδρίασε μετὰ τῶν ἀξιωματικῶν. — [831, 1098, 1057, 1136]
talks-headline: ΑΙ ΣΥΝΕΝΝΟΗΣΕΙΣ ΦΙΛΕΛΕΥΘΕΡΩΝ ΚΑΙ ΔΗΜΟΚΡΑΤΙΚΩΝ — [878, 1143, 1009, 1181]
rally-text: τὴν ἀπόψιν ὅπως ἡ ἐπιτροπὴ ἡ συγκρότησις τοῦ Λαϊκοῦ συλλαλητηρίου θὰ γίνῃ τὸ αὔριον Κυριακήν. Κατόπιν τούτου ἡ ἀντιπροσωπεία ἐδήλωσεν εἰς τὸν κ. ὑπουργὸν ὅτι τὸ συλλαλητήριον θὰ συγκροτηθῇ τὴν προσεχῆ Κυριακὴν ἐπὶ τῇ βάσει τῶν ἐν τῷ Συντάγματι δικαιωμάτων. Τὴν δήλωσιν ταύτην ἀπεδέχθη ὁ κ. Ὑπουργὸς διαβεβαιώσας ὅτι θὰ δοθῇ ἡ ἄδεια. Ἡ ὀργανωτικὴ ἐπιτροπὴ τοῦ Λαϊκοῦ συλλαλητηρίου συνελθοῦσα τὴν ἑσπέραν εἰς νέαν συνεδρίαν, εἰς τὴν ὁποίαν μετεῖχον ἀντιπρόσωποι πλείστων ἐπαγγελματικῶν, βιοτεχνικῶν, ἐργατικῶν καὶ ἄλλων ὀργανώσεων ἐξέδωκε τὸ κάτωθι ἀνακοινωθέν: — [830, 269, 1056, 449]
